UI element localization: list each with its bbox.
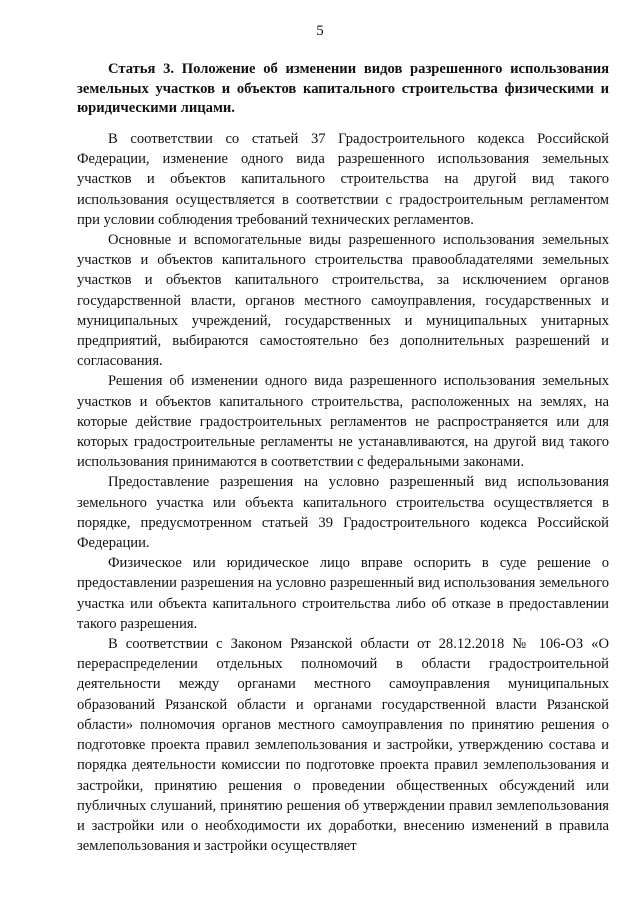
paragraph-4: Предоставление разрешения на условно разрешенный вид использования земельного участка или объекта капитального строительства осуществляется в порядке, предусмотренном статьей 39 Градостроительного кодекса Российской Федерации.: [77, 474, 609, 552]
paragraph-5: Физическое или юридическое лицо вправе оспорить в суде решение о предоставлении разрешения на условно разрешенный вид использования земельного участка или объекта капитального строительства либо об отказе в предоставлении такого разрешения.: [77, 555, 609, 632]
paragraph-2: Основные и вспомогательные виды разрешенного использования земельных участков и объектов капитального строительства правообладателями земельных участков и объектов капитального строительства, за исключением органов государственной власти, органов местного самоуправления, государственных и муниципальных учреждений, государственных и муниципальных унитарных предприятий, выбираются самостоятельно без дополнительных разрешений и согласования.: [77, 232, 609, 370]
paragraph-1: В соответствии со статьей 37 Градостроительного кодекса Российской Федерации, изменение одного вида разрешенного использования земельных участков и объектов капитального строительства на другой вид такого использования осуществляется в соответствии с градостроительным регламентом при условии соблюдения требований технических регламентов.: [77, 131, 609, 228]
article-title: Статья 3. Положение об изменении видов разрешенного использования земельных участков и объектов капитального строительства физическими и юридическими лицами.: [77, 61, 609, 116]
page-number: 5: [316, 23, 324, 39]
article-body: [77, 129, 609, 856]
paragraph-3: Решения об изменении одного вида разрешенного использования земельных участков и объектов капитального строительства, расположенных на землях, на которые действие градостроительных регламентов не распространяется или для которых градостроительные регламенты не устанавливаются, на другой вид такого использования принимаются в соответствии с федеральными законами.: [77, 373, 609, 471]
paragraph-6: В соответствии с Законом Рязанской области от 28.12.2018 № 106-ОЗ «О перераспределении отдельных полномочий в области градостроительной деятельности между органами местного самоуправления муниципальных образований Рязанской области и органами государственной власти Рязанской области» полномочия органов местного самоуправления по принятию решения о подготовке проекта правил землепользования и застройки, утверждению состава и порядка деятельности комиссии по подготовке проекта правил землепользования и застройки, принятию решения о проведении общественных обсуждений или публичных слушаний, принятию решения об утверждении правил землепользования и застройки или о необходимости их доработки, внесению изменений в правила землепользования и застройки осуществляет: [77, 636, 609, 855]
